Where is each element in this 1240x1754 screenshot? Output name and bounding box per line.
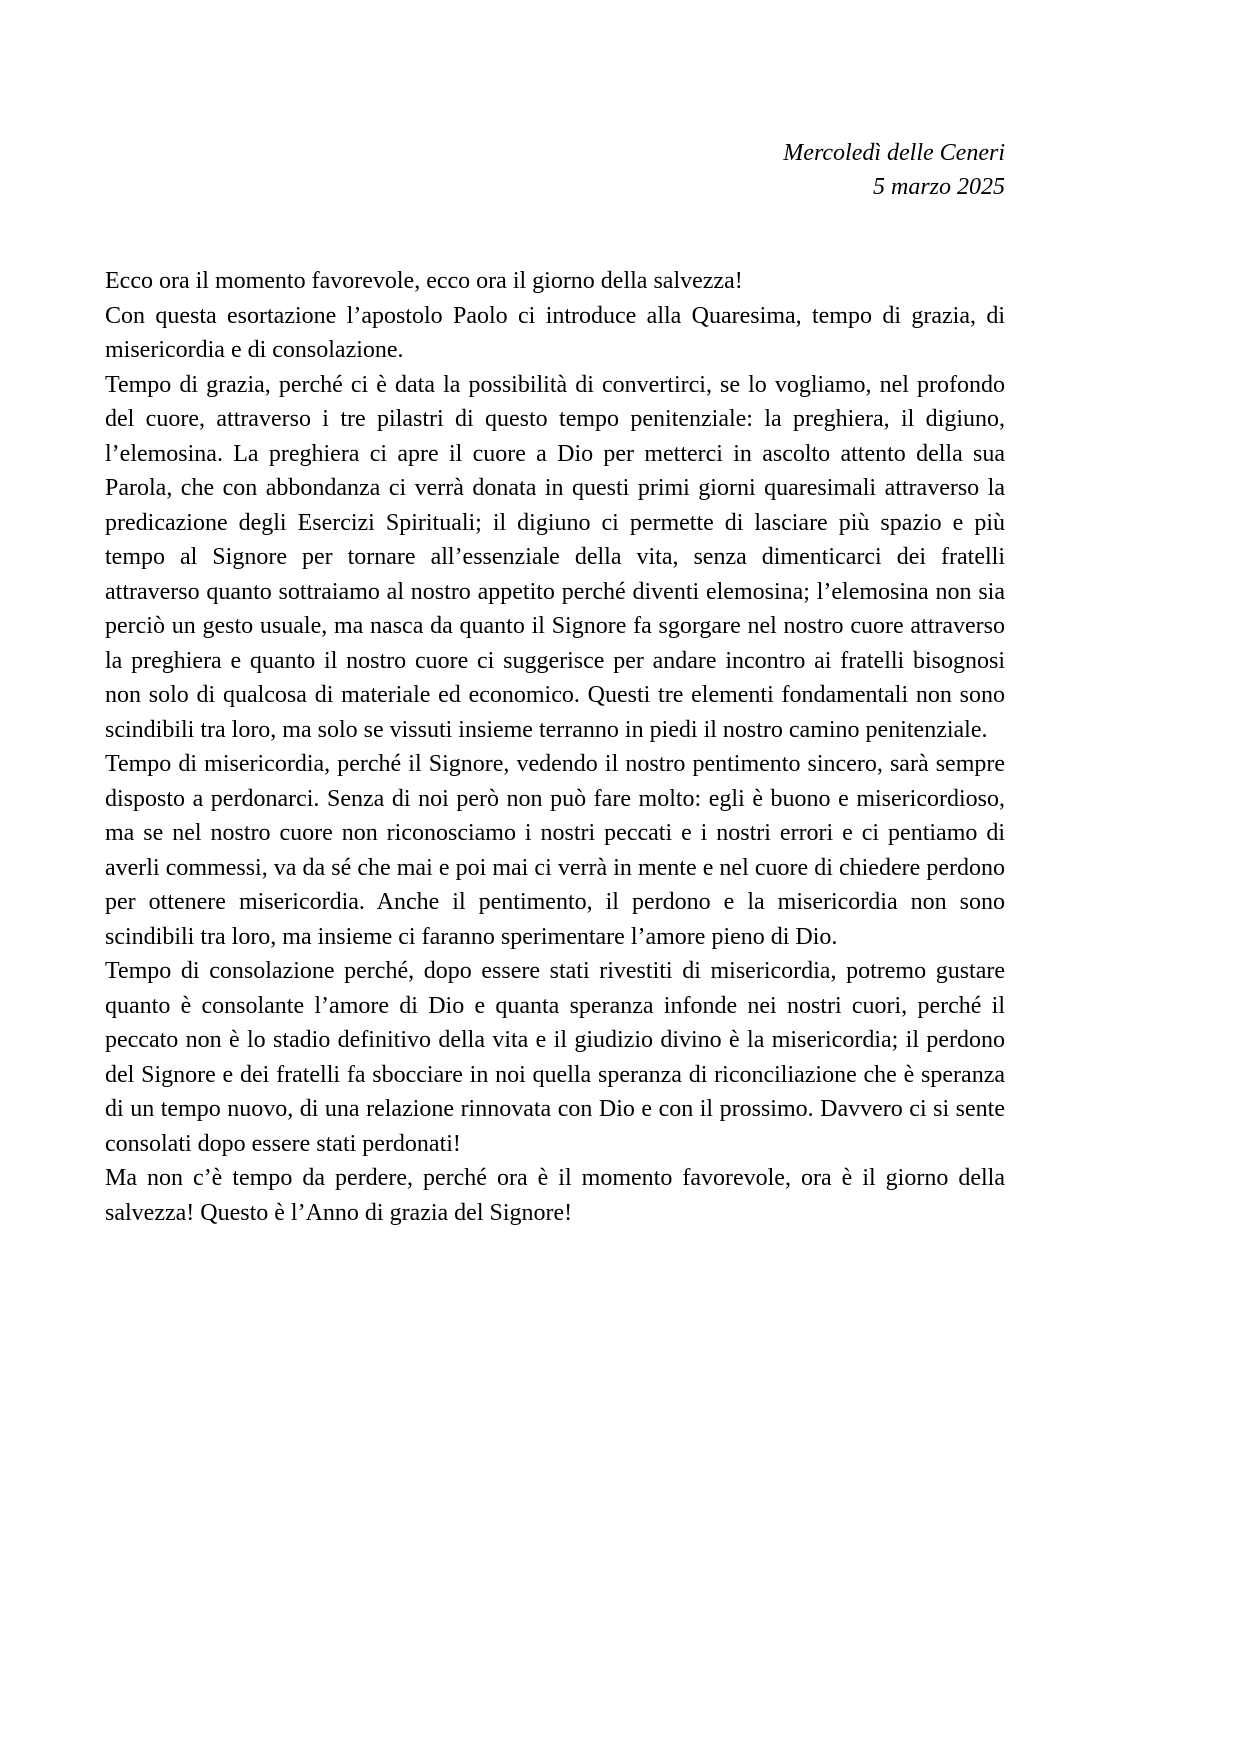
document-date: 5 marzo 2025 [872, 174, 1005, 200]
document-title: Mercoledì delle Ceneri [783, 140, 1005, 166]
document-header [105, 136, 1005, 204]
paragraph: Tempo di consolazione perché, dopo essere stati rivestiti di misericordia, potremo gustare quanto è consolante l’amore di Dio e quanta speranza infonde nei nostri cuori, perché il peccato non è lo stadio definitivo della vita e il giudizio divino è la misericordia; il perdono del Signore e dei fratelli fa sbocciare in noi quella speranza di riconciliazione che è speranza di un tempo nuovo, di una relazione rinnovata con Dio e con il prossimo. Davvero ci si sente consolati dopo essere stati perdonati! [105, 958, 1005, 1157]
paragraph: Tempo di grazia, perché ci è data la possibilità di convertirci, se lo vogliamo, nel profondo del cuore, attraverso i tre pilastri di questo tempo penitenziale: la preghiera, il digiuno, l’elemosina. La preghiera ci apre il cuore a Dio per metterci in ascolto attento della sua Parola, che con abbondanza ci verrà donata in questi primi giorni quaresimali attraverso la predicazione degli Esercizi Spirituali; il digiuno ci permette di lasciare più spazio e più tempo al Signore per tornare all’essenziale della vita, senza dimenticarci dei fratelli attraverso quanto sottraiamo al nostro appetito perché diventi elemosina; l’elemosina non sia perciò un gesto usuale, ma nasca da quanto il Signore fa sgorgare nel nostro cuore attraverso la preghiera e quanto il nostro cuore ci suggerisce per andare incontro ai fratelli bisognosi non solo di qualcosa di materiale ed economico. Questi tre elementi fondamentali non sono scindibili tra loro, ma solo se vissuti insieme terranno in piedi il nostro camino penitenziale. [105, 371, 1005, 743]
paragraph: Ecco ora il momento favorevole, ecco ora il giorno della salvezza! [105, 268, 743, 294]
paragraph: Con questa esortazione l’apostolo Paolo ci introduce alla Quaresima, tempo di grazia, di misericordia e di consolazione. [105, 302, 1005, 363]
document-content [105, 136, 1005, 1230]
paragraph: Ma non c’è tempo da perdere, perché ora è il momento favorevole, ora è il giorno della salvezza! Questo è l’Anno di grazia del Signore! [105, 1165, 1005, 1226]
paragraph: Tempo di misericordia, perché il Signore, vedendo il nostro pentimento sincero, sarà sempre disposto a perdonarci. Senza di noi però non può fare molto: egli è buono e misericordioso, ma se nel nostro cuore non riconosciamo i nostri peccati e i nostri errori e ci pentiamo di averli commessi, va da sé che mai e poi mai ci verrà in mente e nel cuore di chiedere perdono per ottenere misericordia. Anche il pentimento, il perdono e la misericordia non sono scindibili tra loro, ma insieme ci faranno sperimentare l’amore pieno di Dio. [105, 751, 1005, 950]
document-body [105, 264, 1005, 1230]
